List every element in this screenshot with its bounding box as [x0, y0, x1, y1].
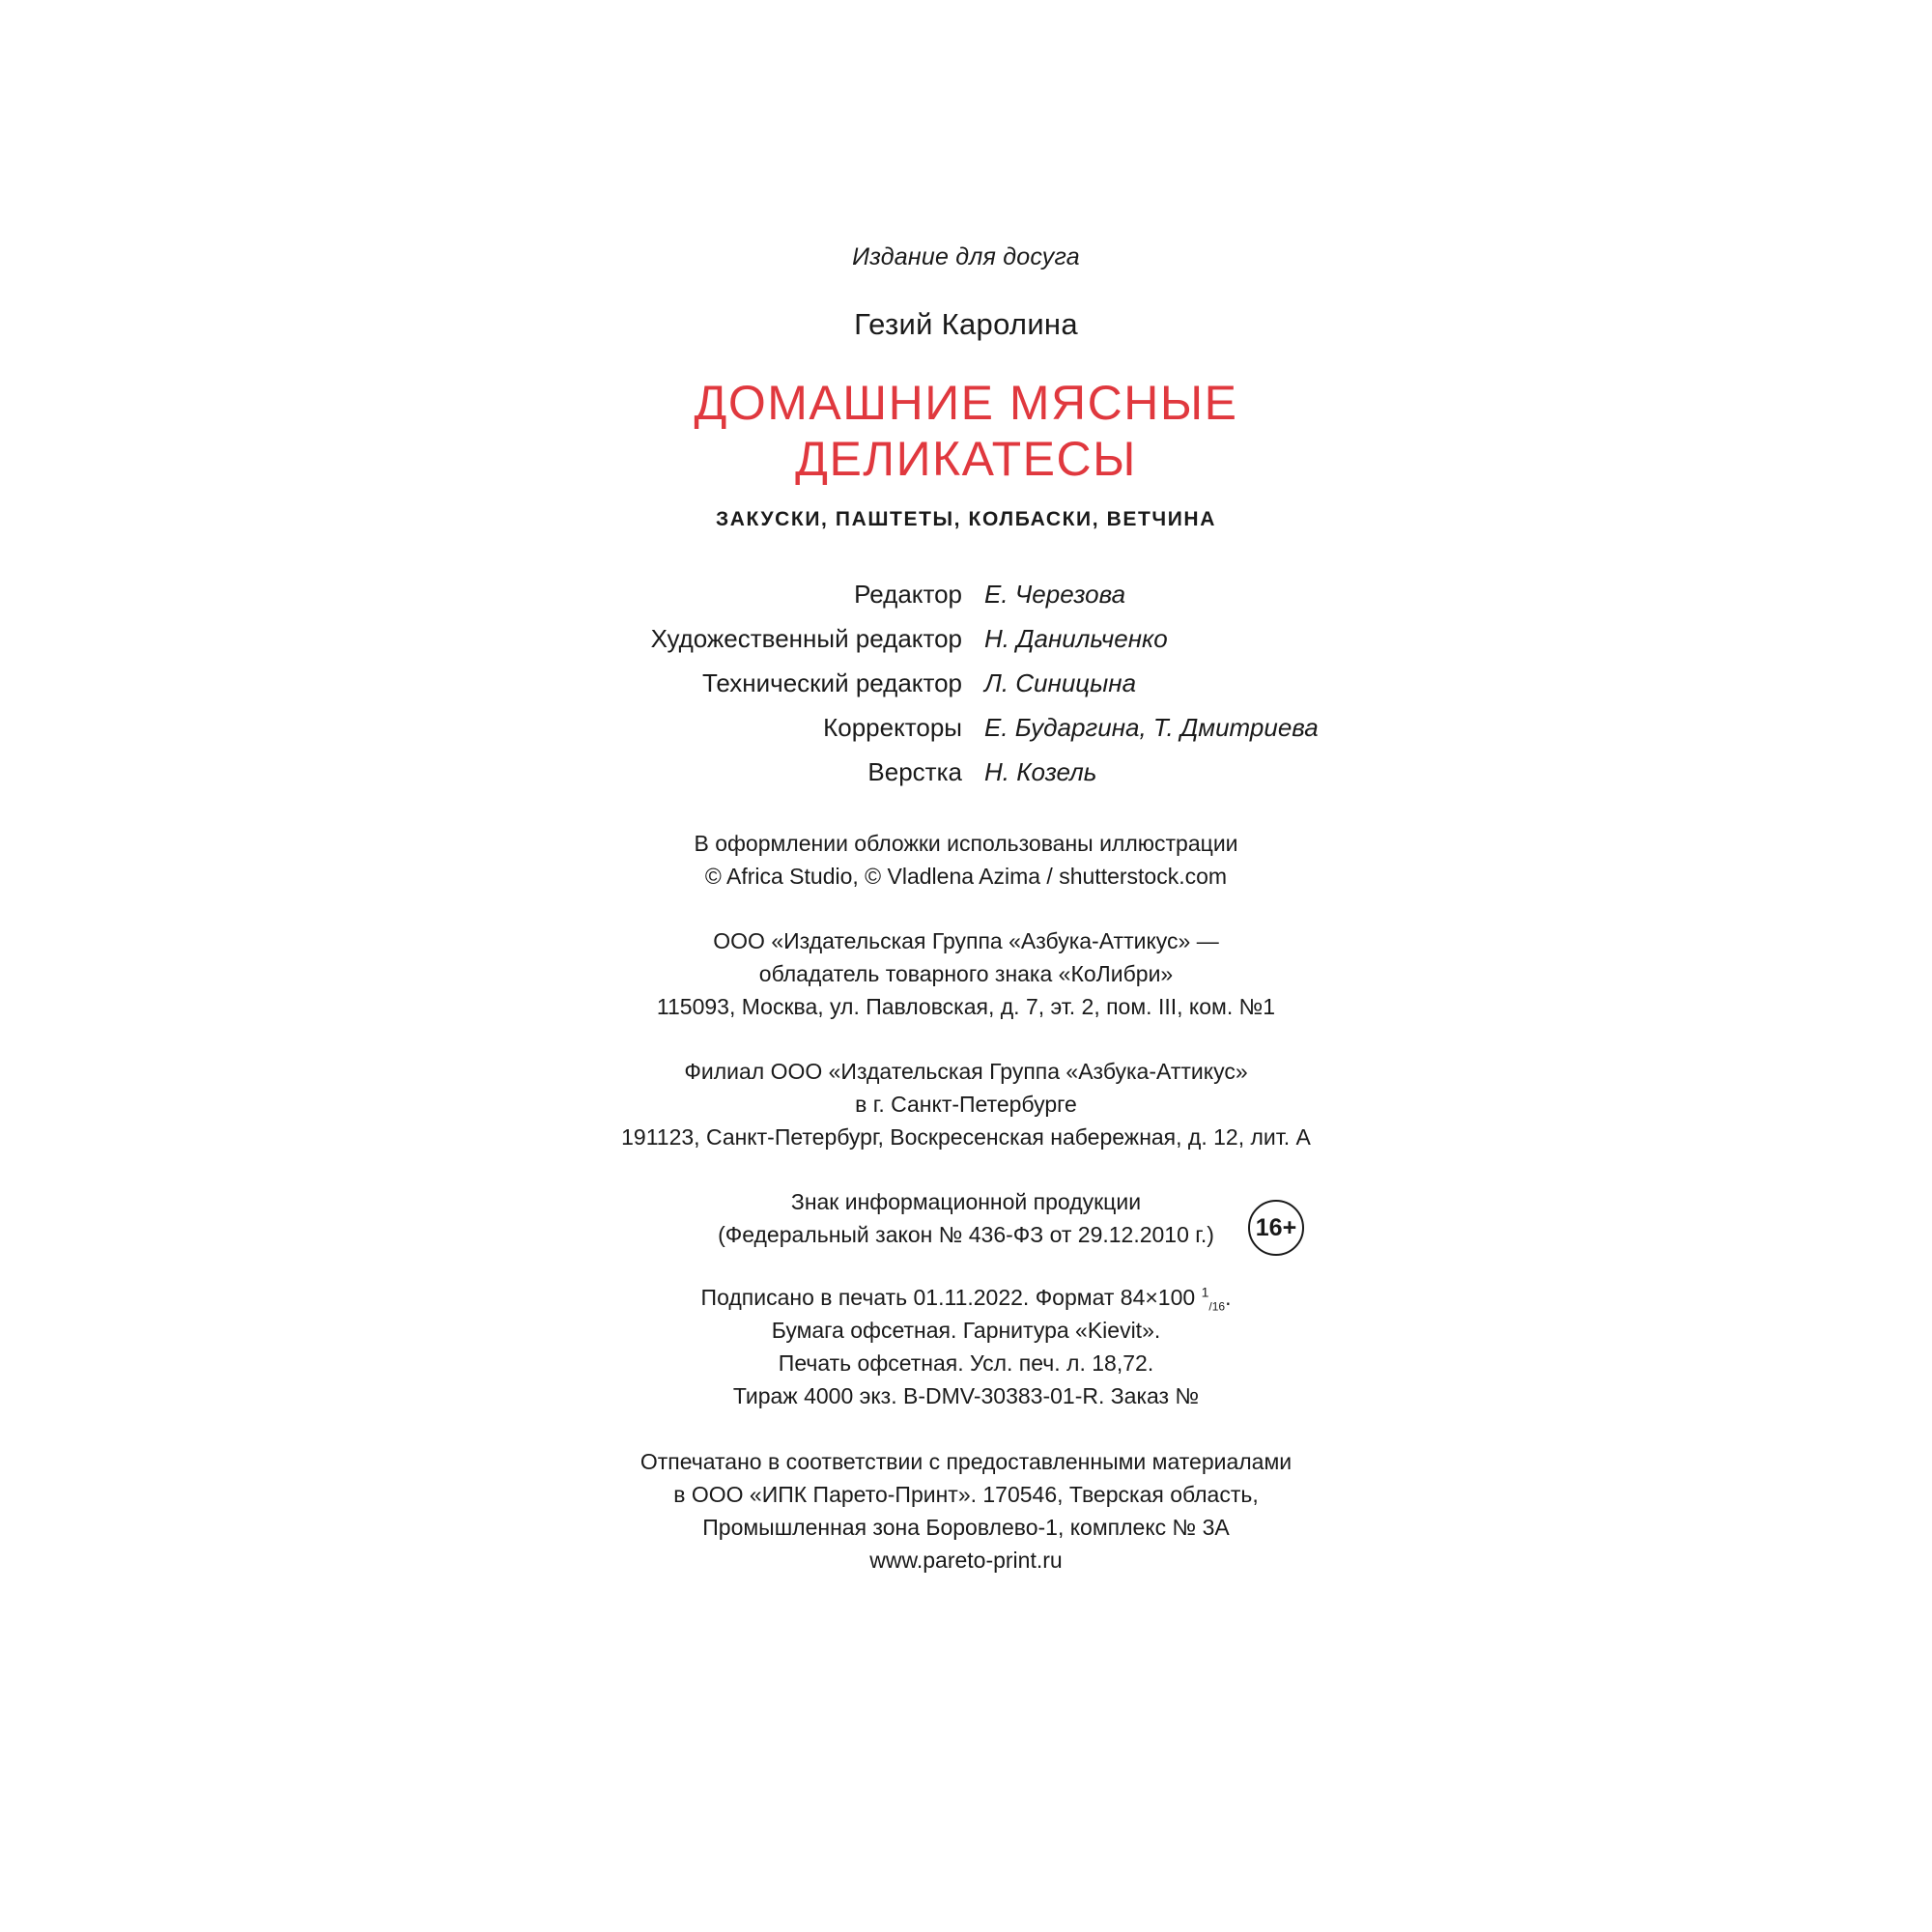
text-line: обладатель товарного знака «КоЛибри»	[758, 961, 1174, 986]
book-title-line-2: ДЕЛИКАТЕСЫ	[795, 432, 1137, 486]
format-numerator: 1	[1201, 1284, 1209, 1300]
credit-role: Редактор	[854, 580, 962, 609]
text-line: Филиал ООО «Издательская Группа «Азбука-Аттикус»	[684, 1059, 1248, 1084]
credit-role: Корректоры	[823, 713, 962, 742]
credit-name: Е. Бударгина, Т. Дмитриева	[984, 713, 1319, 742]
text-line: Знак информационной продукции	[790, 1189, 1142, 1214]
credits-list	[0, 580, 1932, 802]
publisher-info	[0, 924, 1932, 1023]
print-format-line	[0, 1281, 1932, 1314]
text-line: Бумага офсетная. Гарнитура «Kievit».	[771, 1318, 1161, 1343]
text-line: В оформлении обложки использованы иллюстрации	[694, 831, 1238, 856]
book-title	[0, 375, 1932, 431]
branch-info	[0, 1055, 1932, 1153]
credit-name: Е. Черезова	[984, 580, 1126, 609]
credit-row-art-editor	[0, 624, 1932, 668]
text-line: 191123, Санкт-Петербург, Воскресенская набережная, д. 12, лит. А	[621, 1124, 1311, 1150]
text-line: ООО «Издательская Группа «Азбука-Аттикус» —	[713, 928, 1219, 953]
printer-info	[0, 1445, 1932, 1577]
printer-website: www.pareto-print.ru	[869, 1548, 1063, 1573]
text-line: (Федеральный закон № 436-ФЗ от 29.12.2010 г.)	[718, 1222, 1214, 1247]
credit-row-editor	[0, 580, 1932, 624]
credit-name: Н. Данильченко	[984, 624, 1168, 653]
credit-name: Л. Синицына	[984, 668, 1137, 697]
text-line: Печать офсетная. Усл. печ. л. 18,72.	[778, 1350, 1154, 1376]
text-segment: Подписано в печать 01.11.2022. Формат 84×100	[700, 1285, 1202, 1310]
credit-row-proofreaders	[0, 713, 1932, 757]
text-line: в г. Санкт-Петербурге	[855, 1092, 1077, 1117]
credit-role: Художественный редактор	[650, 624, 962, 653]
print-info	[0, 1281, 1932, 1412]
text-line: 115093, Москва, ул. Павловская, д. 7, эт. 2, пом. III, ком. №1	[656, 994, 1276, 1019]
text-segment: .	[1225, 1285, 1232, 1310]
author-name: Гезий Каролина	[854, 307, 1078, 341]
format-denominator: /16	[1208, 1299, 1226, 1314]
credit-row-tech-editor	[0, 668, 1932, 713]
credit-role: Верстка	[867, 757, 962, 786]
text-line: Тираж 4000 экз. B-DMV-30383-01-R. Заказ №	[732, 1383, 1200, 1408]
credit-name: Н. Козель	[984, 757, 1097, 786]
text-line: Промышленная зона Боровлево-1, комплекс № 3А	[702, 1515, 1230, 1540]
age-rating-info	[0, 1185, 1932, 1251]
text-line: Отпечатано в соответствии с предоставленными материалами	[639, 1449, 1293, 1474]
text-line: © Africa Studio, © Vladlena Azima / shutterstock.com	[704, 864, 1228, 889]
book-title-line-1: ДОМАШНИЕ МЯСНЫЕ	[694, 376, 1238, 430]
credit-role: Технический редактор	[701, 668, 962, 697]
edition-type: Издание для досуга	[852, 243, 1080, 270]
book-subtitle: ЗАКУСКИ, ПАШТЕТЫ, КОЛБАСКИ, ВЕТЧИНА	[716, 508, 1216, 530]
age-rating-badge: 16+	[1248, 1200, 1304, 1256]
text-line: в ООО «ИПК Парето-Принт». 170546, Тверская область,	[673, 1482, 1259, 1507]
credit-row-layout	[0, 757, 1932, 802]
cover-illustration-credits	[0, 827, 1932, 893]
book-title-second	[0, 431, 1932, 487]
